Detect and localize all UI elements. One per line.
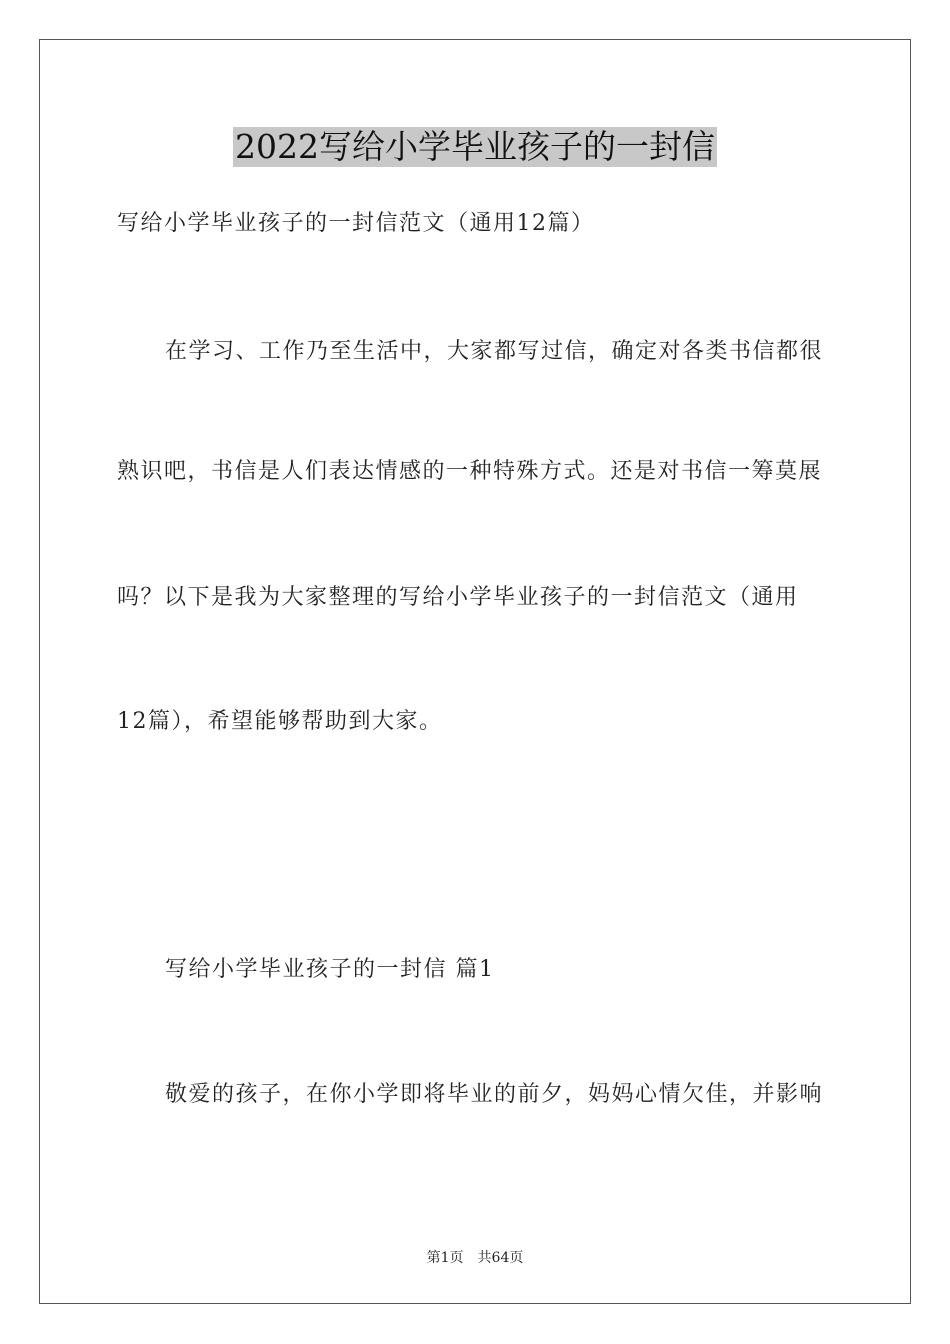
- document-subtitle: 写给小学毕业孩子的一封信范文（通用12篇）: [117, 211, 595, 236]
- section-heading: 写给小学毕业孩子的一封信 篇1: [165, 957, 495, 982]
- page-footer: [0, 1249, 950, 1267]
- total-pages: 共64页: [477, 1250, 524, 1266]
- intro-line: 吗？以下是我为大家整理的写给小学毕业孩子的一封信范文（通用: [117, 585, 799, 610]
- intro-line: 在学习、工作乃至生活中，大家都写过信，确定对各类书信都很: [165, 339, 824, 364]
- document-title: 2022写给小学毕业孩子的一封信: [235, 127, 715, 166]
- page-number: 第1页: [426, 1250, 464, 1266]
- intro-line: 熟识吧，书信是人们表达情感的一种特殊方式。还是对书信一筹莫展: [117, 459, 823, 484]
- body-line: 敬爱的孩子，在你小学即将毕业的前夕，妈妈心情欠佳，并影响: [165, 1082, 824, 1107]
- title-container: [0, 127, 950, 167]
- intro-line: 12篇），希望能够帮助到大家。: [117, 709, 443, 734]
